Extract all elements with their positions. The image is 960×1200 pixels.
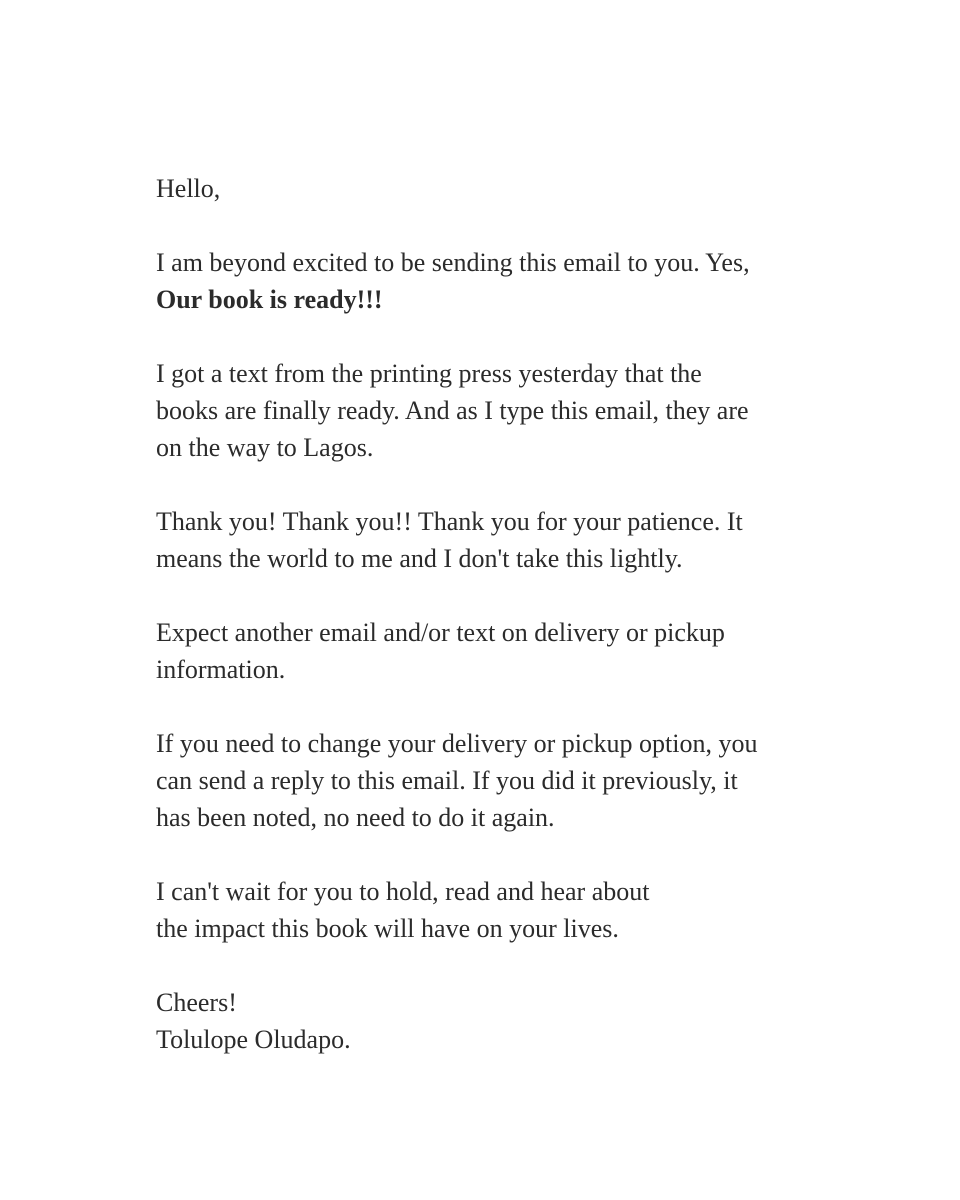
intro-paragraph	[156, 244, 856, 318]
expect-paragraph	[156, 614, 856, 688]
change-line: can send a reply to this email. If you did it previously, it	[156, 766, 738, 795]
printing-line: on the way to Lagos.	[156, 433, 374, 462]
printing-line: books are finally ready. And as I type this email, they are	[156, 396, 749, 425]
printing-paragraph	[156, 355, 856, 466]
book-ready-announcement: Our book is ready!!!	[156, 285, 383, 314]
thanks-paragraph	[156, 503, 856, 577]
change-option-paragraph	[156, 725, 856, 836]
greeting	[156, 170, 856, 207]
printing-line: I got a text from the printing press yesterday that the	[156, 359, 702, 388]
expect-line: information.	[156, 655, 286, 684]
thanks-line: means the world to me and I don't take this lightly.	[156, 544, 683, 573]
thanks-line: Thank you! Thank you!! Thank you for your patience. It	[156, 507, 743, 536]
email-letter	[156, 170, 856, 1095]
greeting-text: Hello,	[156, 174, 221, 203]
anticipation-paragraph	[156, 873, 856, 947]
change-line: has been noted, no need to do it again.	[156, 803, 555, 832]
signoff	[156, 984, 856, 1058]
anticipation-line: I can't wait for you to hold, read and hear about	[156, 877, 650, 906]
expect-line: Expect another email and/or text on delivery or pickup	[156, 618, 725, 647]
anticipation-line: the impact this book will have on your lives.	[156, 914, 619, 943]
intro-line: I am beyond excited to be sending this email to you. Yes,	[156, 248, 750, 277]
change-line: If you need to change your delivery or pickup option, you	[156, 729, 758, 758]
closing-text: Cheers!	[156, 988, 237, 1017]
signature-name: Tolulope Oludapo.	[156, 1025, 351, 1054]
